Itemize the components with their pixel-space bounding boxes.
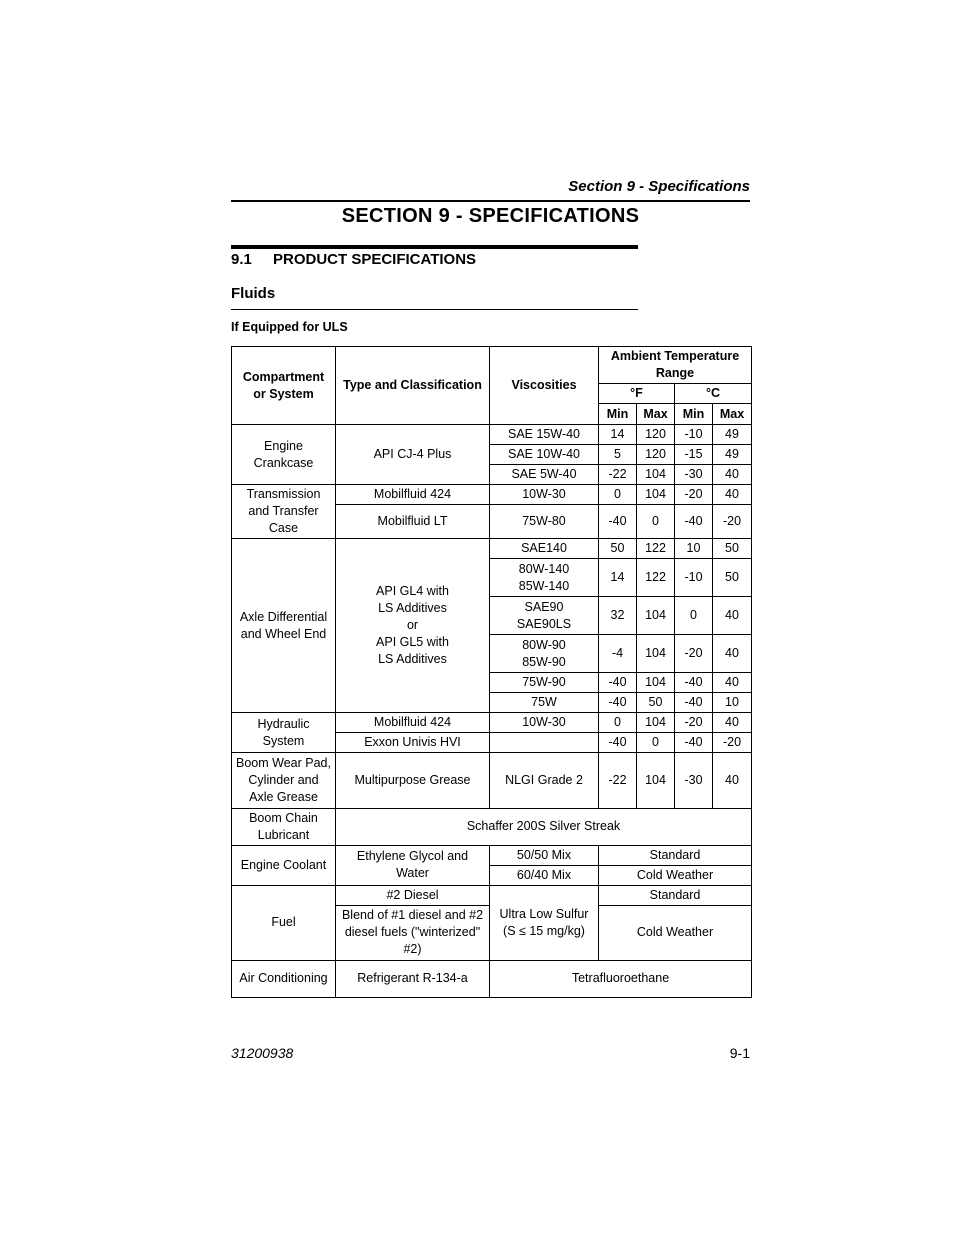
- c-min-cell: -20: [675, 635, 713, 673]
- viscosity-cell: 75W-90: [490, 673, 599, 693]
- c-min-cell: -40: [675, 505, 713, 539]
- f-min-cell: 50: [599, 539, 637, 559]
- viscosity-cell: SAE 5W-40: [490, 465, 599, 485]
- range-cell: Standard: [599, 885, 752, 905]
- viscosity-line: SAE90: [524, 599, 564, 614]
- header-ambient: Ambient Temperature Range: [599, 347, 752, 384]
- f-max-cell: 0: [637, 505, 675, 539]
- c-max-cell: 50: [713, 559, 752, 597]
- type-line: API GL5 with: [376, 635, 449, 650]
- header-rule: [231, 200, 750, 202]
- value-cell: Tetrafluoroethane: [490, 960, 752, 997]
- c-max-cell: 40: [713, 597, 752, 635]
- range-cell: Cold Weather: [599, 865, 752, 885]
- header-f-min: Min: [599, 404, 637, 425]
- f-max-cell: 122: [637, 559, 675, 597]
- subsection-number: 9.1: [231, 251, 252, 268]
- type-line: or: [406, 618, 419, 633]
- viscosity-line: 85W-140: [518, 578, 570, 593]
- f-min-cell: -40: [599, 673, 637, 693]
- subsection-title: PRODUCT SPECIFICATIONS: [273, 251, 477, 268]
- c-max-cell: 49: [713, 445, 752, 465]
- f-min-cell: -22: [599, 753, 637, 808]
- table-row: [232, 845, 752, 865]
- c-min-cell: -20: [675, 485, 713, 505]
- c-min-cell: -40: [675, 733, 713, 753]
- fluids-rule: [231, 309, 638, 310]
- table-row: [232, 753, 752, 808]
- c-max-cell: 40: [713, 485, 752, 505]
- viscosity-cell: [490, 733, 599, 753]
- type-cell: API CJ-4 Plus: [336, 425, 490, 485]
- header-f-max: Max: [637, 404, 675, 425]
- table-row: [232, 425, 752, 445]
- f-max-cell: 104: [637, 485, 675, 505]
- system-cell: Axle Differential and Wheel End: [232, 539, 336, 713]
- f-min-cell: -22: [599, 465, 637, 485]
- range-cell: Cold Weather: [599, 905, 752, 960]
- table-header-row: [232, 347, 752, 384]
- c-min-cell: -20: [675, 713, 713, 733]
- c-min-cell: 0: [675, 597, 713, 635]
- c-max-cell: 40: [713, 465, 752, 485]
- c-min-cell: -30: [675, 465, 713, 485]
- viscosity-cell: [490, 597, 599, 635]
- running-header: Section 9 - Specifications: [568, 178, 750, 195]
- f-min-cell: 5: [599, 445, 637, 465]
- table-row: [232, 808, 752, 845]
- f-max-cell: 122: [637, 539, 675, 559]
- header-type: Type and Classification: [336, 347, 490, 425]
- c-max-cell: 40: [713, 635, 752, 673]
- viscosity-line: 80W-90: [522, 637, 566, 652]
- f-max-cell: 104: [637, 597, 675, 635]
- viscosity-line: 85W-90: [522, 654, 566, 669]
- f-max-cell: 104: [637, 465, 675, 485]
- section-title: SECTION 9 - SPECIFICATIONS: [341, 205, 640, 227]
- subsection-heading: [231, 251, 476, 268]
- c-min-cell: -15: [675, 445, 713, 465]
- fluids-spec-table: [231, 346, 752, 998]
- header-deg-f: °F: [599, 384, 675, 404]
- c-min-cell: -10: [675, 425, 713, 445]
- header-viscosities: Viscosities: [490, 347, 599, 425]
- type-line: API GL4 with: [376, 584, 449, 599]
- table-row: [232, 885, 752, 905]
- c-max-cell: 40: [713, 753, 752, 808]
- c-min-cell: -30: [675, 753, 713, 808]
- viscosity-cell: NLGI Grade 2: [490, 753, 599, 808]
- f-min-cell: -40: [599, 693, 637, 713]
- type-cell: Exxon Univis HVI: [336, 733, 490, 753]
- viscosity-cell: 75W-80: [490, 505, 599, 539]
- c-min-cell: 10: [675, 539, 713, 559]
- f-max-cell: 0: [637, 733, 675, 753]
- type-cell: Multipurpose Grease: [336, 753, 490, 808]
- f-min-cell: 32: [599, 597, 637, 635]
- f-max-cell: 104: [637, 753, 675, 808]
- c-max-cell: -20: [713, 733, 752, 753]
- viscosity-cell: 75W: [490, 693, 599, 713]
- f-min-cell: -40: [599, 733, 637, 753]
- type-cell: Ethylene Glycol and Water: [336, 845, 490, 885]
- type-cell: Mobilfluid 424: [336, 485, 490, 505]
- header-compartment: Compartment or System: [232, 347, 336, 425]
- f-min-cell: 0: [599, 713, 637, 733]
- f-max-cell: 104: [637, 635, 675, 673]
- type-cell: Mobilfluid 424: [336, 713, 490, 733]
- viscosity-cell: SAE140: [490, 539, 599, 559]
- c-max-cell: 50: [713, 539, 752, 559]
- f-max-cell: 104: [637, 673, 675, 693]
- type-line: LS Additives: [378, 652, 447, 667]
- type-cell: #2 Diesel: [336, 885, 490, 905]
- c-max-cell: 49: [713, 425, 752, 445]
- table-row: [232, 539, 752, 559]
- system-cell: Engine Coolant: [232, 845, 336, 885]
- f-max-cell: 120: [637, 445, 675, 465]
- doc-number: 31200938: [231, 1045, 294, 1061]
- viscosity-cell: [490, 635, 599, 673]
- c-min-cell: -10: [675, 559, 713, 597]
- system-cell: Engine Crankcase: [232, 425, 336, 485]
- header-c-min: Min: [675, 404, 713, 425]
- type-cell: Blend of #1 diesel and #2 diesel fuels ("winterized" #2): [336, 905, 490, 960]
- system-cell: Boom Chain Lubricant: [232, 808, 336, 845]
- f-max-cell: 50: [637, 693, 675, 713]
- system-cell: Boom Wear Pad, Cylinder and Axle Grease: [232, 753, 336, 808]
- type-cell: Refrigerant R-134-a: [336, 960, 490, 997]
- f-min-cell: 14: [599, 559, 637, 597]
- type-cell: Mobilfluid LT: [336, 505, 490, 539]
- f-min-cell: -4: [599, 635, 637, 673]
- viscosity-cell: 10W-30: [490, 713, 599, 733]
- viscosity-line: SAE90LS: [516, 616, 572, 631]
- viscosity-cell: Ultra Low Sulfur (S ≤ 15 mg/kg): [490, 885, 599, 960]
- f-max-cell: 120: [637, 425, 675, 445]
- uls-heading: If Equipped for ULS: [231, 320, 348, 334]
- range-cell: Standard: [599, 845, 752, 865]
- c-max-cell: 10: [713, 693, 752, 713]
- table-row: [232, 960, 752, 997]
- c-max-cell: 40: [713, 713, 752, 733]
- c-min-cell: -40: [675, 673, 713, 693]
- c-max-cell: 40: [713, 673, 752, 693]
- viscosity-cell: 10W-30: [490, 485, 599, 505]
- system-cell: Air Conditioning: [232, 960, 336, 997]
- table-row: [232, 485, 752, 505]
- system-cell: Transmission and Transfer Case: [232, 485, 336, 539]
- viscosity-cell: SAE 10W-40: [490, 445, 599, 465]
- f-min-cell: -40: [599, 505, 637, 539]
- viscosity-cell: SAE 15W-40: [490, 425, 599, 445]
- f-min-cell: 0: [599, 485, 637, 505]
- page-number: 9-1: [729, 1045, 750, 1061]
- fluids-heading: Fluids: [231, 285, 276, 302]
- table-row: [232, 713, 752, 733]
- viscosity-line: 80W-140: [518, 561, 570, 576]
- f-max-cell: 104: [637, 713, 675, 733]
- type-line: LS Additives: [378, 601, 447, 616]
- section-rule: [231, 245, 638, 249]
- type-cell: [336, 539, 490, 713]
- system-cell: Hydraulic System: [232, 713, 336, 753]
- value-cell: Schaffer 200S Silver Streak: [336, 808, 752, 845]
- viscosity-cell: 50/50 Mix: [490, 845, 599, 865]
- header-deg-c: °C: [675, 384, 752, 404]
- viscosity-cell: [490, 559, 599, 597]
- system-cell: Fuel: [232, 885, 336, 960]
- header-c-max: Max: [713, 404, 752, 425]
- f-min-cell: 14: [599, 425, 637, 445]
- c-max-cell: -20: [713, 505, 752, 539]
- viscosity-cell: 60/40 Mix: [490, 865, 599, 885]
- c-min-cell: -40: [675, 693, 713, 713]
